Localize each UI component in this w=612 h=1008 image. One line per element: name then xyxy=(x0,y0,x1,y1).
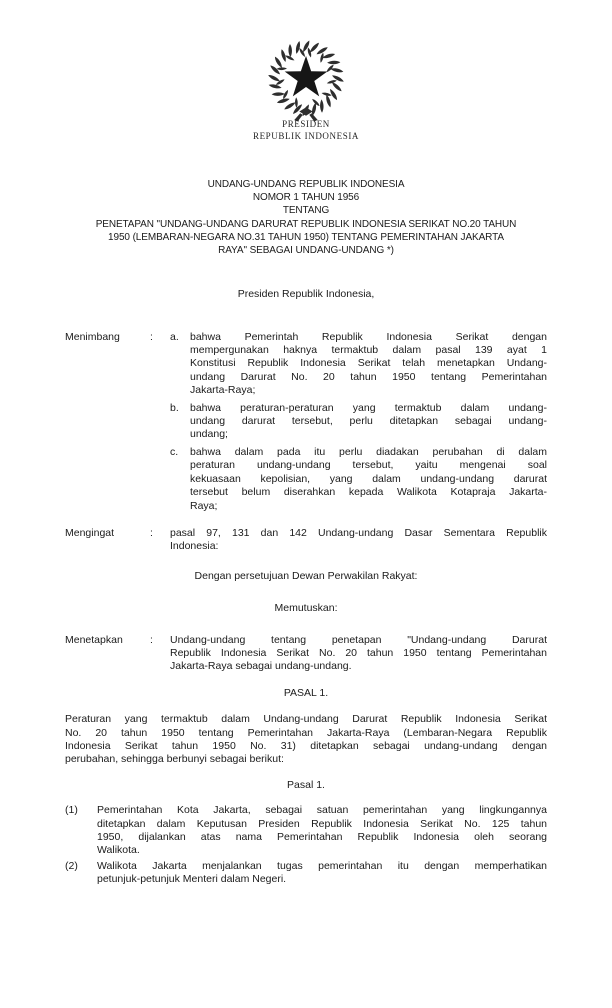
text-line: undang darurat tersebut, perlu ditetapkan sebagai undang- xyxy=(190,415,547,428)
text-line: Undang-undang tentang penetapan "Undang-undang Darurat xyxy=(170,633,547,646)
clause-2 xyxy=(65,860,547,887)
item-marker: b. xyxy=(170,401,179,414)
menimbang-item-c xyxy=(170,446,547,513)
title-line: TENTANG xyxy=(282,205,330,217)
mengingat-section xyxy=(65,527,547,554)
memutuskan-heading: Memutuskan: xyxy=(274,602,338,615)
menetapkan-text xyxy=(170,634,547,674)
menimbang-item-a xyxy=(170,331,547,398)
text-line: undang Darurat No. 20 tahun 1950 tentang Pemerintahan xyxy=(190,370,547,383)
text-line: pasal 97, 131 dan 142 Undang-undang Dasar Sementara Republik xyxy=(170,526,547,539)
text-line: bahwa dalam pada itu perlu diadakan perubahan di dalam xyxy=(190,445,547,458)
text-line: Republik Indonesia Serikat No. 20 tahun 1950 tentang Pemerintahan xyxy=(170,646,547,659)
letterhead-republik-indonesia: REPUBLIK INDONESIA xyxy=(252,130,360,141)
text-line: Indonesia: xyxy=(170,540,219,553)
title-line: NOMOR 1 TAHUN 1956 xyxy=(252,192,360,204)
text-line: No. 20 tahun 1950 tentang Pemerintahan Jakarta-Raya (Lembaran-Negara Republik xyxy=(65,726,547,739)
clause-marker: (2) xyxy=(65,859,78,872)
text-line: peraturan undang-undang tersebut, yaitu mengenai soal xyxy=(190,459,547,472)
clause-text xyxy=(97,860,547,887)
text-line: Walikota Jakarta menjalankan tugas pemerintahan itu dengan memperhatikan xyxy=(97,859,547,872)
menimbang-item-b xyxy=(170,402,547,442)
menimbang-label: Menimbang xyxy=(65,330,120,343)
text-line: 1950, dijalankan atas nama Pemerintahan Republik Indonesia oleh seorang xyxy=(97,831,547,843)
title-line: UNDANG-UNDANG REPUBLIK INDONESIA xyxy=(207,179,405,190)
text-line: ditetapkan dalam Keputusan Presiden Republik Indonesia Serikat No. 125 tahun xyxy=(97,817,547,830)
item-marker: a. xyxy=(170,330,179,343)
text-line: Konstitusi Republik Indonesia Serikat telah menetapkan Undang- xyxy=(190,357,547,370)
pasal-1-opening-paragraph xyxy=(65,713,547,767)
text-line: undang; xyxy=(190,428,228,441)
colon-separator: : xyxy=(150,526,153,539)
text-line: Pemerintahan Kota Jakarta, sebagai satuan pemerintahan yang lingkungannya xyxy=(97,804,547,817)
menimbang-items xyxy=(170,331,547,513)
salutation: Presiden Republik Indonesia, xyxy=(237,288,375,301)
mengingat-label: Mengingat xyxy=(65,526,115,539)
text-line: Walikota. xyxy=(97,844,140,857)
text-line: Raya; xyxy=(190,499,218,512)
presidential-seal-icon xyxy=(256,31,356,124)
title-line: RAYA" SEBAGAI UNDANG-UNDANG *) xyxy=(218,245,394,257)
colon-separator: : xyxy=(150,633,153,646)
text-line: petunjuk-petunjuk Menteri dalam Negeri. xyxy=(97,873,287,886)
agreement-line: Dengan persetujuan Dewan Perwakilan Rakyat: xyxy=(194,569,418,582)
document-body xyxy=(65,178,547,887)
title-line: PENETAPAN "UNDANG-UNDANG DARURAT REPUBLIK INDONESIA SERIKAT NO.20 TAHUN xyxy=(95,218,517,230)
menetapkan-section xyxy=(65,634,547,674)
letterhead-presiden: PRESIDEN xyxy=(282,119,330,129)
clause-1 xyxy=(65,804,547,858)
text-line: bahwa Pemerintah Republik Indonesia Serikat dengan xyxy=(190,330,547,343)
title-line: 1950 (LEMBARAN-NEGARA NO.31 TAHUN 1950) TENTANG PEMERINTAHAN JAKARTA xyxy=(108,231,504,243)
letterhead xyxy=(0,0,612,142)
item-marker: c. xyxy=(170,445,179,458)
menimbang-section xyxy=(65,331,547,513)
document-title xyxy=(65,178,547,257)
clause-marker: (1) xyxy=(65,804,78,817)
pasal-1-heading: PASAL 1. xyxy=(283,686,329,699)
menetapkan-label: Menetapkan xyxy=(65,633,123,646)
text-line: tersebut belum diserahkan kepada Walikota Kotapraja Jakarta- xyxy=(190,486,547,499)
item-text xyxy=(190,331,547,398)
mengingat-text xyxy=(170,527,547,554)
text-line: Jakarta-Raya; xyxy=(190,384,256,397)
pasal-1-clauses xyxy=(65,804,547,886)
text-line: Peraturan yang termaktub dalam Undang-undang Darurat Republik Indonesia Serikat xyxy=(65,713,547,726)
text-line: mempergunakan haknya termaktub dalam pasal 139 ayat 1 xyxy=(190,344,547,357)
text-line: kekuasaan kepolisian, yang dalam undang-undang darurat xyxy=(190,472,547,485)
colon-separator: : xyxy=(150,330,153,343)
text-line: bahwa peraturan-peraturan yang termaktub dalam undang- xyxy=(190,401,547,414)
text-line: perubahan, sehingga berbunyi sebagai berikut: xyxy=(65,753,284,766)
clause-text xyxy=(97,804,547,858)
text-line: Indonesia Serikat tahun 1950 No. 31) ditetapkan sebagai undang-undang dengan xyxy=(65,739,547,752)
pasal-1-sub-heading: Pasal 1. xyxy=(287,778,325,791)
item-text xyxy=(190,446,547,513)
item-text xyxy=(190,402,547,442)
text-line: Jakarta-Raya sebagai undang-undang. xyxy=(170,660,352,673)
